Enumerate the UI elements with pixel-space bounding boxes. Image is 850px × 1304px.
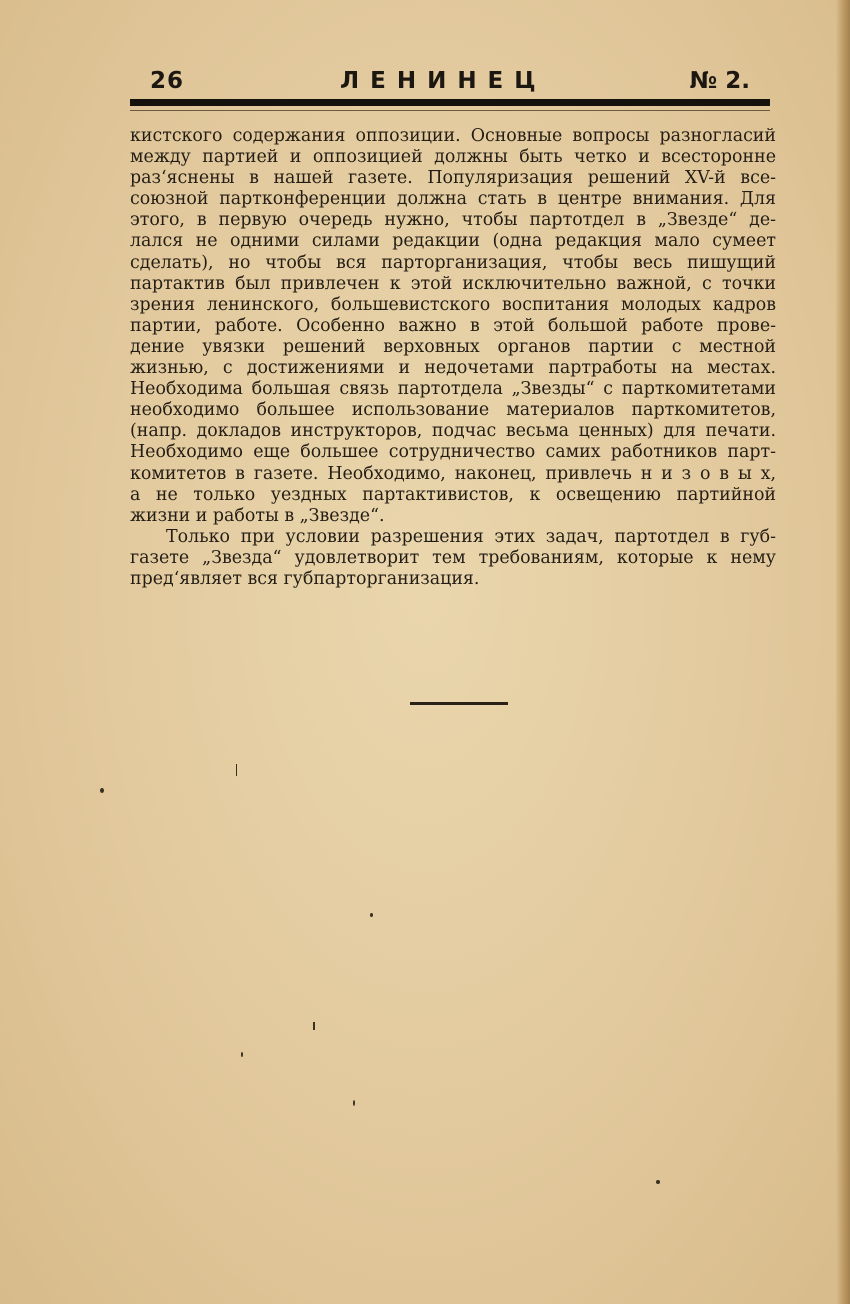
text-line: пред‘являет вся губпарторганизация. [130,568,480,589]
article-text [130,126,776,590]
text-line: партактив был привлечен к этой исключительно важной, с точки [130,273,776,294]
text-line: Необходимо еще большее сотрудничество самих работников парт- [130,442,776,463]
section-divider [410,702,508,705]
journal-title: ЛЕНИНЕЦ [340,68,547,94]
paper-speck [370,913,373,917]
text-line: между партией и оппозицией должны быть четко и всесторонне [130,147,776,168]
text-line: партии, работе. Особенно важно в этой большой работе прове- [130,315,776,336]
paper-speck [353,1100,355,1106]
text-line: сделать), но чтобы вся парторганизация, чтобы весь пишущий [130,252,776,273]
text-line: зрения ленинского, большевистского воспитания молодых кадров [130,294,776,315]
header-rule-thin [130,110,770,111]
text-line: союзной партконференции должна стать в центре внимания. Для [130,189,776,210]
text-line: дение увязки решений верховных органов партии с местной [130,336,776,357]
text-line: жизнью, с достижениями и недочетами партработы на местах. [130,358,776,379]
paper-speck [100,788,104,793]
paper-speck [313,1022,315,1030]
issue-number: № 2. [689,68,750,94]
text-line: кистского содержания оппозиции. Основные вопросы разногласий [130,126,776,146]
text-line: газете „Звезда“ удовлетворит тем требованиям, которые к нему [130,547,776,568]
text-line: Необходима большая связь партотдела „Звезды“ с парткомитетами [130,379,776,400]
paper-speck [236,764,237,776]
text-line: лался не одними силами редакции (одна редакция мало сумеет [130,231,776,252]
text-line: а не только уездных партактивистов, к освещению партийной [130,484,776,505]
paper-speck [241,1052,243,1057]
text-line: (напр. докладов инструкторов, подчас весьма ценных) для печати. [130,421,776,442]
text-line: раз‘яснены в нашей газете. Популяризация решений XV-й все- [130,168,776,189]
text-line: Только при условии разрешения этих задач, партотдел в губ- [166,526,776,547]
text-line: жизни и работы в „Звезде“. [130,505,385,526]
text-line: этого, в первую очередь нужно, чтобы партотдел в „Звезде“ де- [130,210,776,231]
header-rule [130,99,770,106]
text-line: необходимо большее использование материалов парткомитетов, [130,400,776,421]
paper-speck [656,1180,660,1184]
page-number: 26 [150,68,185,94]
page-edge [836,0,850,1304]
text-line: комитетов в газете. Необходимо, наконец, привлечь н и з о в ы х, [130,463,776,484]
running-header [150,68,750,98]
